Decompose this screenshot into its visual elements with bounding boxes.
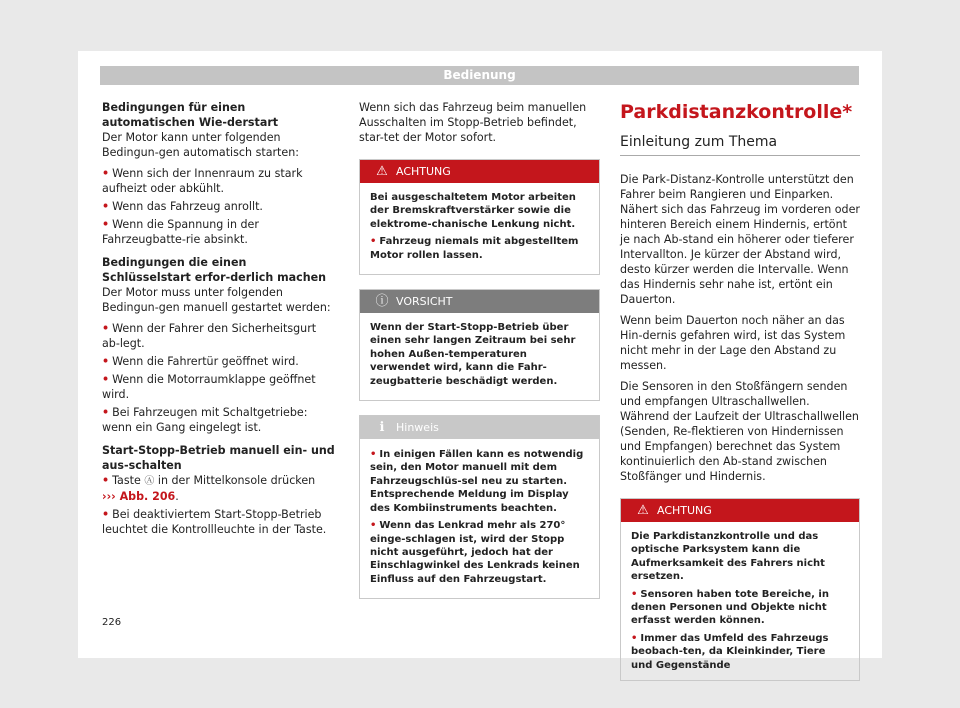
list-item: • Taste Ⓐ in der Mittelkonsole drücken ››› Abb. 206. [102,474,316,503]
figure-link[interactable]: ››› Abb. 206 [102,490,176,503]
page-number: 226 [102,617,122,628]
list-item: • Wenn das Lenkrad mehr als 270° einge-schlagen ist, wird der Stopp nicht ausgeführt, jedoch hat der Einschlagwinkel des Lenkrads keinen Einfluss auf den Fahrzeugstart. [370,520,580,585]
bullet-icon: • [102,474,110,487]
list-item: • Wenn die Fahrertür geöffnet wird. [102,355,299,368]
warning-box-achtung [359,159,600,275]
list-item: • Wenn der Fahrer den Sicherheitsgurt ab-legt. [102,322,317,350]
list-item: • Wenn die Motorraumklappe geöffnet wird. [102,373,316,401]
caution-text: Wenn der Start-Stopp-Betrieb über einen sehr langen Zeitraum bei sehr hohen Außen-temperaturen verwendet wird, kann die Fahr-zeugbatterie beschädigt werden. [370,322,576,387]
warning-text: Die Parkdistanzkontrolle und das optische Parksystem kann die Aufmerksamkeit des Fahrers nicht ersetzen. [631,531,825,583]
warning-box-header: ⚠ ACHTUNG [621,499,859,522]
section-header: Bedienung [100,66,859,85]
note-box-hinweis [359,415,600,599]
section-title: Parkdistanzkontrolle* [620,101,853,123]
warning-box-header: ⚠ ACHTUNG [360,160,599,183]
note-box-header: ℹ Hinweis [360,416,599,439]
warning-triangle-icon: ⚠ [637,503,649,518]
start-stop-key-icon: Ⓐ [144,476,155,487]
list-item: • Fahrzeug niemals mit abgestelltem Motor rollen lassen. [370,236,579,261]
heading-start-stop-toggle: Start-Stopp-Betrieb manuell ein- und aus-schalten [102,444,335,472]
list-item: • Sensoren haben tote Bereiche, in denen Personen und Objekte nicht erfasst werden können. [631,588,829,627]
bullet-icon: • [102,218,110,231]
bullet-icon: • [370,520,377,532]
paragraph: Der Motor kann unter folgenden Bedingun-gen automatisch starten: [102,131,299,159]
info-icon: ℹ [379,420,385,436]
paragraph: Die Sensoren in den Stoßfängern senden und empfangen Ultraschallwellen. Während der Laufzeit der Ultraschallwellen (Senden, Re-flektieren von Hindernissen und Empfangen) berechnet das System kontinuierlich den Ab-stand zwischen Stoßfänger und Hindernis. [620,380,859,483]
bullet-icon: • [370,236,377,248]
list-item: • Wenn das Fahrzeug anrollt. [102,200,263,213]
list-item: • Wenn sich der Innenraum zu stark aufheizt oder abkühlt. [102,167,303,195]
warning-box-body [360,183,599,274]
warning-box-achtung [620,498,860,681]
bullet-icon: • [102,167,110,180]
paragraph: Wenn beim Dauerton noch näher an das Hin-dernis gefahren wird, ist das System nicht mehr in der Lage den Abstand zu messen. [620,314,846,372]
list-item: • In einigen Fällen kann es notwendig sein, den Motor manuell mit dem Fahrzeugschlüs-sel neu zu starten. Entsprechende Meldung im Display des Kombiinstruments beachten. [370,449,584,514]
note-box-body [360,439,599,598]
column-right [620,100,860,695]
caution-circle-icon: ⓘ [375,294,389,310]
list-item: • Bei Fahrzeugen mit Schaltgetriebe: wenn ein Gang eingelegt ist. [102,406,308,434]
paragraph: Der Motor muss unter folgenden Bedingun-gen manuell gestartet werden: [102,286,331,314]
list-item: • Immer das Umfeld des Fahrzeugs beobach-ten, da Kleinkinder, Tiere und Gegenstände [631,632,829,671]
heading-auto-restart: Bedingungen für einen automatischen Wie-derstart [102,101,279,129]
bullet-icon: • [102,373,110,386]
paragraph: Wenn sich das Fahrzeug beim manuellen Ausschalten im Stopp-Betrieb befindet, star-tet der Motor sofort. [359,101,587,144]
warning-text: Bei ausgeschaltetem Motor arbeiten der Bremskraftverstärker sowie die elektrome-chanische Lenkung nicht. [370,192,576,230]
column-left [102,100,337,540]
section-subtitle: Einleitung zum Thema [620,133,860,156]
caution-box-header: ⓘ VORSICHT [360,290,599,313]
bullet-icon: • [102,200,110,213]
warning-triangle-icon: ⚠ [376,164,388,179]
bullet-icon: • [102,508,110,521]
list-item: • Bei deaktiviertem Start-Stopp-Betrieb leuchtet die Kontrollleuchte in der Taste. [102,508,327,536]
bullet-icon: • [631,632,638,644]
column-middle [359,100,600,613]
warning-box-body [621,522,859,680]
bullet-icon: • [102,355,110,368]
paragraph: Die Park-Distanz-Kontrolle unterstützt den Fahrer beim Rangieren und Einparken. Nähert sich das Fahrzeug im vorderen oder hinteren Bereich einem Hindernis, ertönt je nach Ab-stand ein höherer oder tieferer Intervallton. Je kürzer der Abstand wird, desto kürzer werden die Intervalle. Wenn das Hindernis sehr nahe ist, ertönt ein Dauerton. [620,173,860,306]
bullet-icon: • [370,449,377,461]
bullet-icon: • [102,322,110,335]
bullet-icon: • [102,406,110,419]
list-item: • Wenn die Spannung in der Fahrzeugbatte-rie absinkt. [102,218,259,246]
caution-box-vorsicht [359,289,600,401]
caution-box-body [360,313,599,400]
bullet-icon: • [631,588,638,600]
heading-key-start: Bedingungen die einen Schlüsselstart erfor-derlich machen [102,256,327,284]
